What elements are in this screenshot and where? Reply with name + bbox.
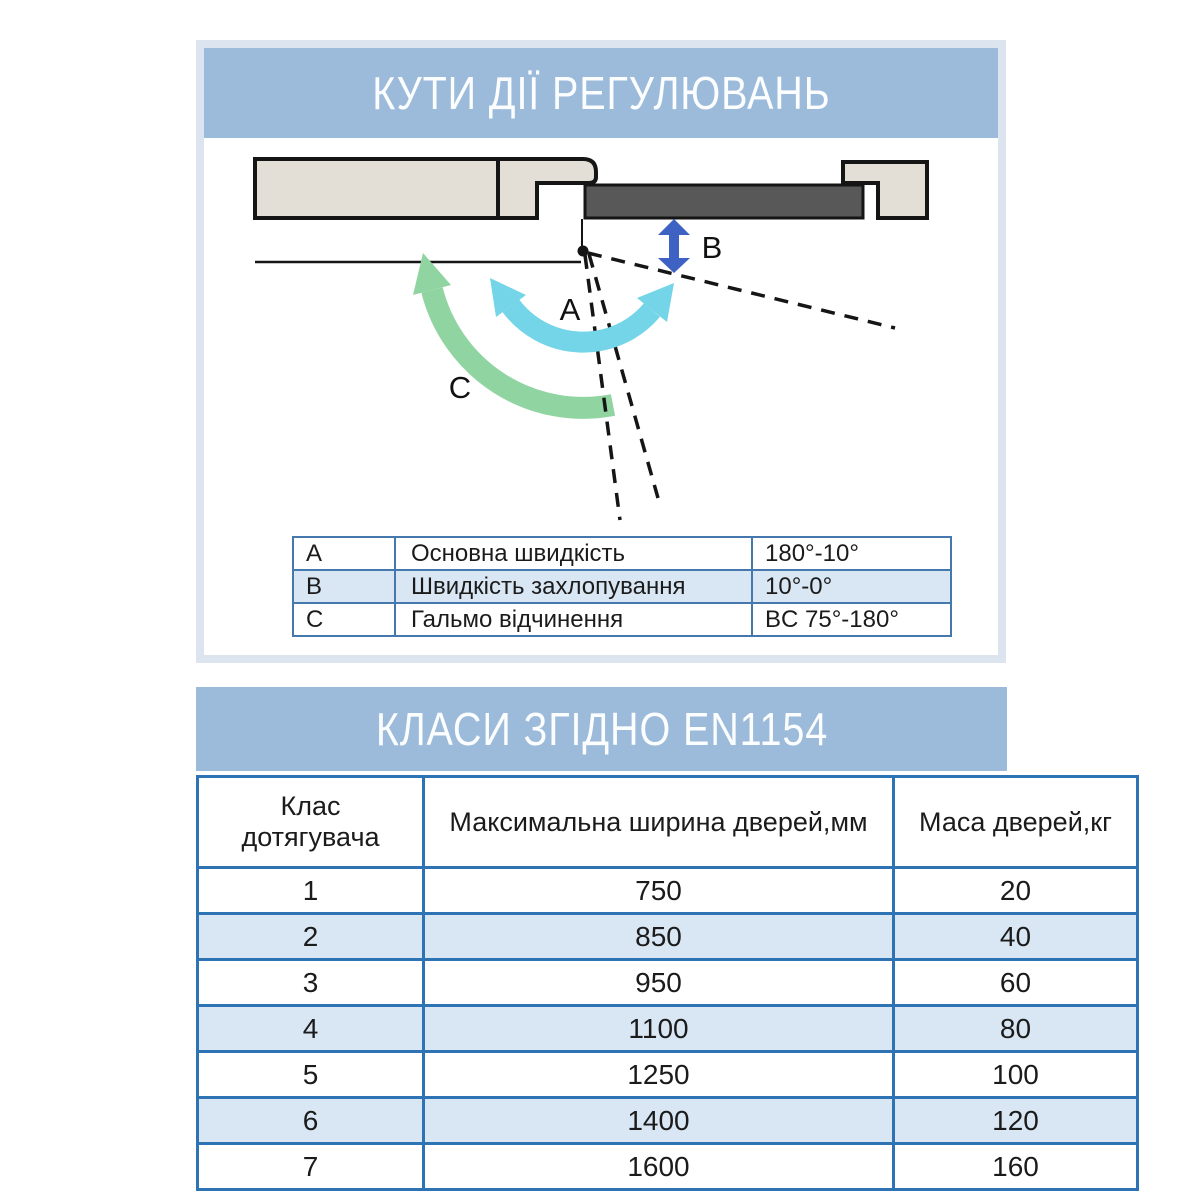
main-speed-arc-a (511, 306, 652, 342)
legend-value: BC 75°-180° (752, 603, 951, 636)
dashed-line-closed-1 (585, 255, 620, 520)
angles-title: КУТИ ДІЇ РЕГУЛЮВАНЬ (371, 67, 831, 119)
table-cell: 20 (894, 868, 1138, 914)
table-cell: 850 (424, 914, 894, 960)
label-b: B (701, 230, 723, 265)
angles-header (204, 48, 998, 138)
legend-value: 180°-10° (752, 537, 951, 570)
legend-value: 10°-0° (752, 570, 951, 603)
table-cell: 5 (198, 1052, 424, 1098)
table-cell: 160 (894, 1144, 1138, 1190)
table-cell: 2 (198, 914, 424, 960)
legend-key: A (293, 537, 395, 570)
table-cell: 1250 (424, 1052, 894, 1098)
table-cell: 1 (198, 868, 424, 914)
table-cell: 3 (198, 960, 424, 1006)
label-c: C (448, 370, 472, 405)
table-cell: 100 (894, 1052, 1138, 1098)
label-a: A (559, 292, 581, 327)
column-header: Максимальна ширина дверей,мм (424, 777, 894, 868)
table-cell: 60 (894, 960, 1138, 1006)
legend-label: Основна швидкість (395, 537, 752, 570)
legend-key: B (293, 570, 395, 603)
column-header: Маса дверей,кг (894, 777, 1138, 868)
legend-row-a (293, 537, 951, 570)
table-cell: 4 (198, 1006, 424, 1052)
wall-left (255, 159, 499, 218)
table-cell: 1400 (424, 1098, 894, 1144)
legend-key: C (293, 603, 395, 636)
door-leaf (585, 185, 863, 218)
table-cell: 80 (894, 1006, 1138, 1052)
classes-header-row (198, 777, 1138, 868)
table-cell: 120 (894, 1098, 1138, 1144)
classes-table (196, 775, 1139, 1191)
table-cell: 6 (198, 1098, 424, 1144)
latch-speed-arrow-b (658, 219, 690, 273)
table-cell: 1600 (424, 1144, 894, 1190)
legend-label: Гальмо відчинення (395, 603, 752, 636)
table-row (198, 1006, 1138, 1052)
table-cell: 750 (424, 868, 894, 914)
classes-header (196, 687, 1007, 771)
table-cell: 950 (424, 960, 894, 1006)
column-header: Клас дотягувача (198, 777, 424, 868)
door-closer-diagram (204, 138, 998, 536)
table-row (198, 914, 1138, 960)
table-row (198, 868, 1138, 914)
legend-label: Швидкість захлопування (395, 570, 752, 603)
legend-row-b (293, 570, 951, 603)
table-cell: 40 (894, 914, 1138, 960)
legend-table (292, 536, 952, 637)
backcheck-arrowhead (413, 253, 451, 295)
legend-row-c (293, 603, 951, 636)
table-row (198, 1098, 1138, 1144)
pivot-point (578, 246, 589, 257)
table-row (198, 1052, 1138, 1098)
classes-title: КЛАСИ ЗГІДНО EN1154 (375, 703, 828, 755)
table-row (198, 960, 1138, 1006)
table-cell: 1100 (424, 1006, 894, 1052)
angles-section (196, 40, 1006, 663)
door-frame-left (498, 159, 596, 218)
table-cell: 7 (198, 1144, 424, 1190)
table-row (198, 1144, 1138, 1190)
